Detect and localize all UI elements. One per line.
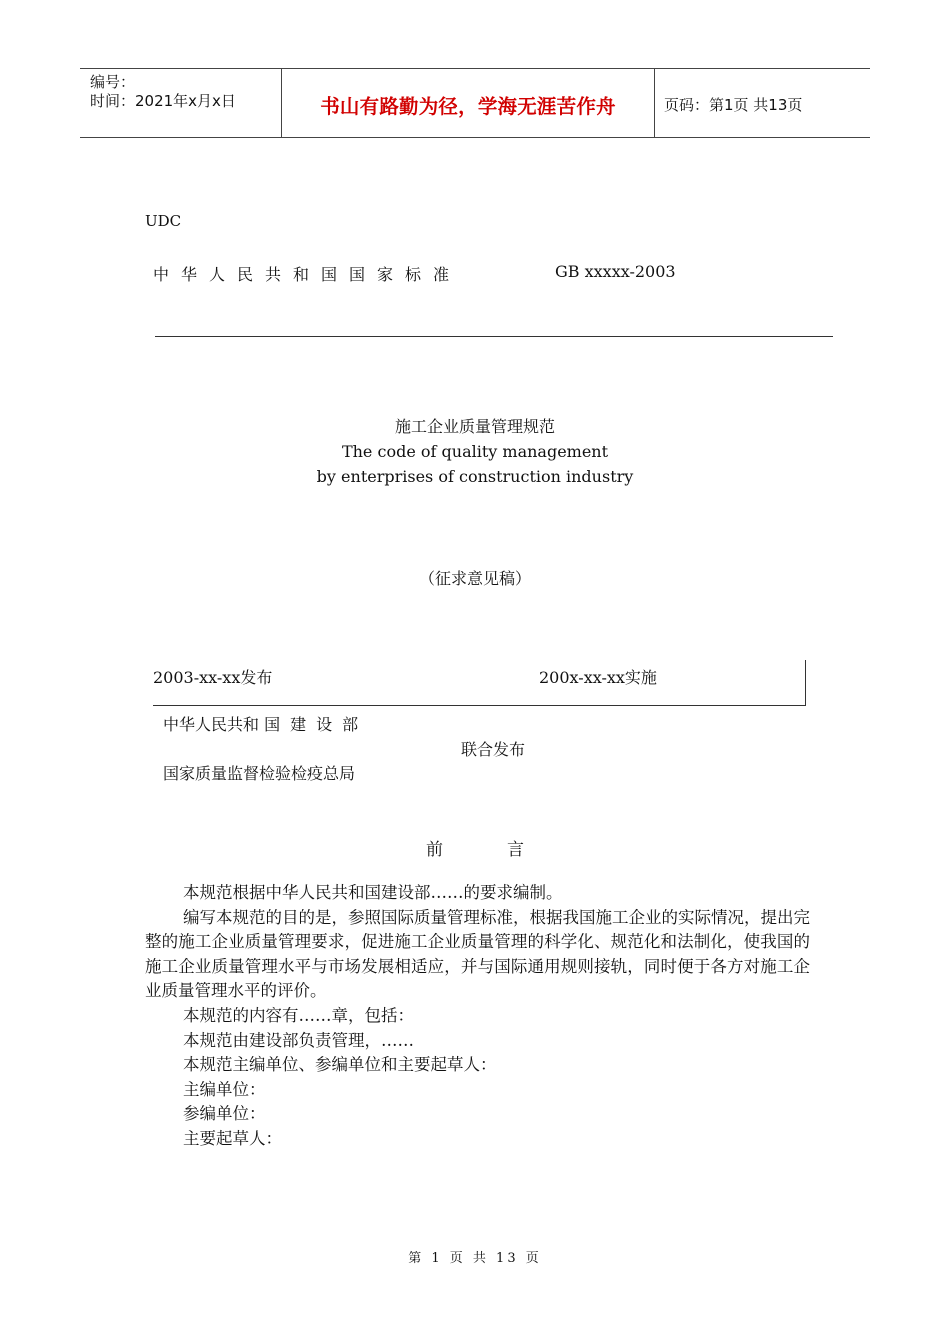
standard-type: 中华人民共和国国家标准	[153, 265, 462, 284]
foreword-paragraph: 编写本规范的目的是，参照国际质量管理标准，根据我国施工企业的实际情况，提出完整的施工企业质量管理要求，促进施工企业质量管理的科学化、规范化和法制化，使我国的施工企业质量管理水平与市场发展相适应，并与国际通用规则接轨，同时便于各方对施工企业质量管理水平的评价。	[145, 907, 810, 1001]
header-table	[80, 68, 870, 138]
foreword-paragraph: 本规范由建设部负责管理，……	[183, 1030, 414, 1050]
title-english-line2: by enterprises of construction industry	[316, 467, 634, 486]
issuer-ministry-part2: 国建设部	[264, 715, 369, 734]
title-chinese: 施工企业质量管理规范	[394, 417, 555, 436]
cover-divider	[155, 336, 833, 337]
issuer-ministry	[163, 712, 368, 735]
page-footer: 第 1 页 共 13 页	[408, 1251, 542, 1266]
foreword-paragraph: 主要起草人：	[183, 1128, 282, 1148]
draft-label: （征求意见稿）	[418, 569, 531, 588]
foreword-heading: 前言	[426, 840, 588, 860]
title-block	[0, 414, 950, 489]
header-page-code: 页码：第1页 共13页	[664, 96, 803, 114]
number-label: 编号：	[90, 73, 136, 91]
foreword-paragraph: 参编单位：	[183, 1104, 266, 1124]
foreword-paragraph: 本规范根据中华人民共和国建设部……的要求编制。	[183, 883, 563, 902]
foreword-body	[145, 881, 810, 1152]
foreword-paragraph: 本规范主编单位、参编单位和主要起草人：	[183, 1055, 497, 1075]
udc-label: UDC	[145, 212, 182, 230]
issuer-ministry-part1: 中华人民共和	[163, 715, 260, 734]
foreword-paragraph: 本规范的内容有……章，包括：	[183, 1005, 414, 1025]
date-box-edge	[805, 660, 806, 705]
header-divider	[654, 69, 655, 137]
foreword-paragraph: 主编单位：	[183, 1079, 266, 1099]
implement-date: 200x-xx-xx实施	[539, 668, 657, 687]
time-label: 时间：2021年x月x日	[90, 92, 236, 110]
joint-issue-label: 联合发布	[461, 740, 526, 759]
title-english-line1: The code of quality management	[341, 442, 609, 461]
standard-number: GB xxxxx-2003	[555, 262, 676, 281]
header-meta	[90, 73, 236, 111]
header-motto: 书山有路勤为径，学海无涯苦作舟	[320, 95, 616, 118]
issuer-aqsiq: 国家质量监督检验检疫总局	[163, 764, 356, 783]
publish-date: 2003-xx-xx发布	[153, 668, 273, 687]
date-divider	[153, 705, 806, 706]
